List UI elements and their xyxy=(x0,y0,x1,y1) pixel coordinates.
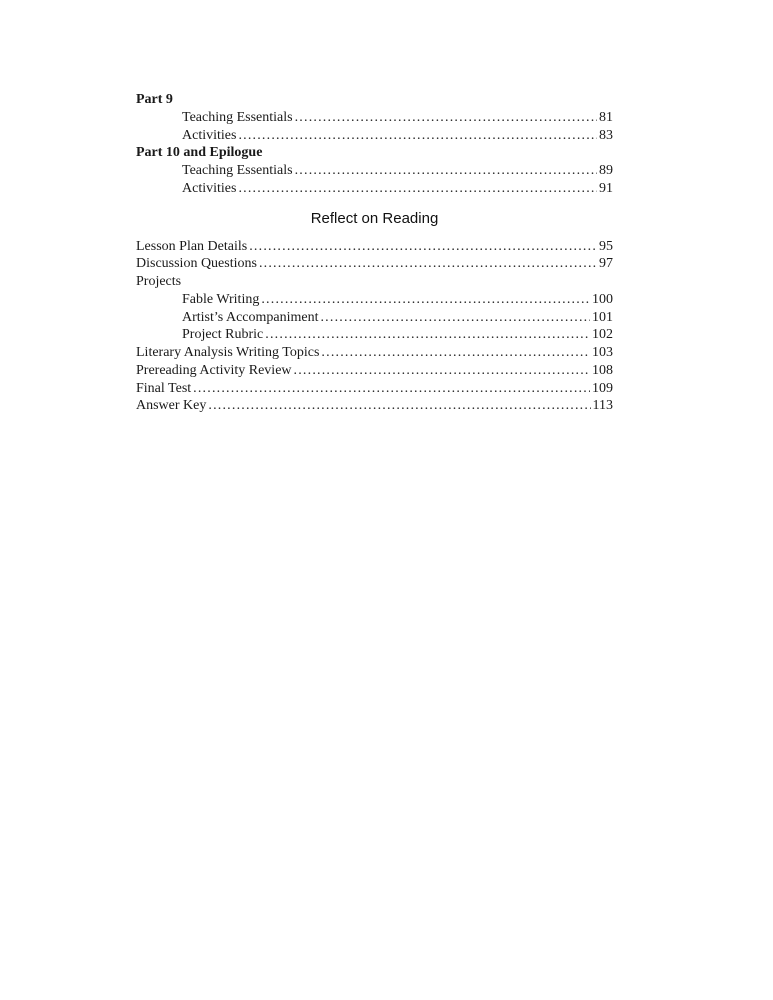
table-of-contents xyxy=(136,91,613,415)
section-heading: Reflect on Reading xyxy=(310,209,439,227)
toc-entry[interactable] xyxy=(136,162,613,180)
toc-page-number: 95 xyxy=(599,238,613,254)
dot-leader xyxy=(320,309,590,327)
toc-entry-title: Teaching Essentials xyxy=(182,109,293,125)
dot-leader xyxy=(295,109,597,127)
toc-entry[interactable] xyxy=(136,380,613,398)
toc-page-number: 100 xyxy=(592,291,613,307)
dot-leader xyxy=(259,255,597,273)
toc-page-number: 108 xyxy=(592,362,613,378)
toc-entry-title: Artist’s Accompaniment xyxy=(182,309,319,325)
toc-entry-title: Final Test xyxy=(136,380,192,396)
dot-leader xyxy=(294,362,590,380)
toc-page-number: 89 xyxy=(599,163,613,178)
toc-entry[interactable] xyxy=(136,344,613,362)
toc-entry[interactable] xyxy=(136,309,613,327)
toc-entry[interactable] xyxy=(136,180,613,198)
toc-entry[interactable] xyxy=(136,255,613,273)
toc-entry-title: Discussion Questions xyxy=(136,256,257,272)
dot-leader xyxy=(295,162,597,180)
dot-leader xyxy=(238,127,597,145)
toc-group-heading xyxy=(136,91,613,109)
toc-entry-title: Project Rubric xyxy=(182,327,264,343)
dot-leader xyxy=(208,397,590,415)
toc-page-number: 81 xyxy=(599,109,613,125)
toc-entry[interactable] xyxy=(136,291,613,309)
dot-leader xyxy=(261,291,590,309)
toc-entry-title: Answer Key xyxy=(136,398,207,414)
toc-page-number: 102 xyxy=(592,327,613,343)
toc-group-heading xyxy=(136,144,613,162)
dot-leader xyxy=(321,344,590,362)
toc-page-number: 91 xyxy=(599,180,613,196)
toc-entry[interactable] xyxy=(136,109,613,127)
dot-leader xyxy=(238,180,597,198)
toc-entry-title: Fable Writing xyxy=(182,291,260,307)
dot-leader xyxy=(249,238,597,256)
toc-entry-title: Projects xyxy=(136,274,182,289)
toc-page-number: 113 xyxy=(592,398,613,414)
toc-entry[interactable] xyxy=(136,362,613,380)
toc-entry-title: Prereading Activity Review xyxy=(136,362,292,378)
toc-entry-title: Part 10 and Epilogue xyxy=(136,145,263,161)
toc-page-number: 103 xyxy=(592,345,613,360)
toc-entry-title: Lesson Plan Details xyxy=(136,238,248,254)
toc-entry-title: Part 9 xyxy=(136,92,173,107)
toc-entry[interactable] xyxy=(136,127,613,145)
toc-top-section xyxy=(136,91,613,198)
dot-leader xyxy=(265,326,590,344)
toc-entry-title: Activities xyxy=(182,180,237,196)
toc-page-number: 109 xyxy=(592,380,613,396)
dot-leader xyxy=(193,380,590,398)
toc-page-number: 83 xyxy=(599,127,613,143)
toc-entry-title: Teaching Essentials xyxy=(182,163,293,178)
toc-bottom-section xyxy=(136,238,613,416)
toc-entry[interactable] xyxy=(136,397,613,415)
toc-entry-title: Literary Analysis Writing Topics xyxy=(136,345,320,360)
toc-page-number: 97 xyxy=(599,256,613,272)
toc-entry-title: Activities xyxy=(182,127,237,143)
toc-entry[interactable] xyxy=(136,238,613,256)
toc-group-heading xyxy=(136,273,613,291)
toc-page-number: 101 xyxy=(592,309,613,325)
toc-entry[interactable] xyxy=(136,326,613,344)
